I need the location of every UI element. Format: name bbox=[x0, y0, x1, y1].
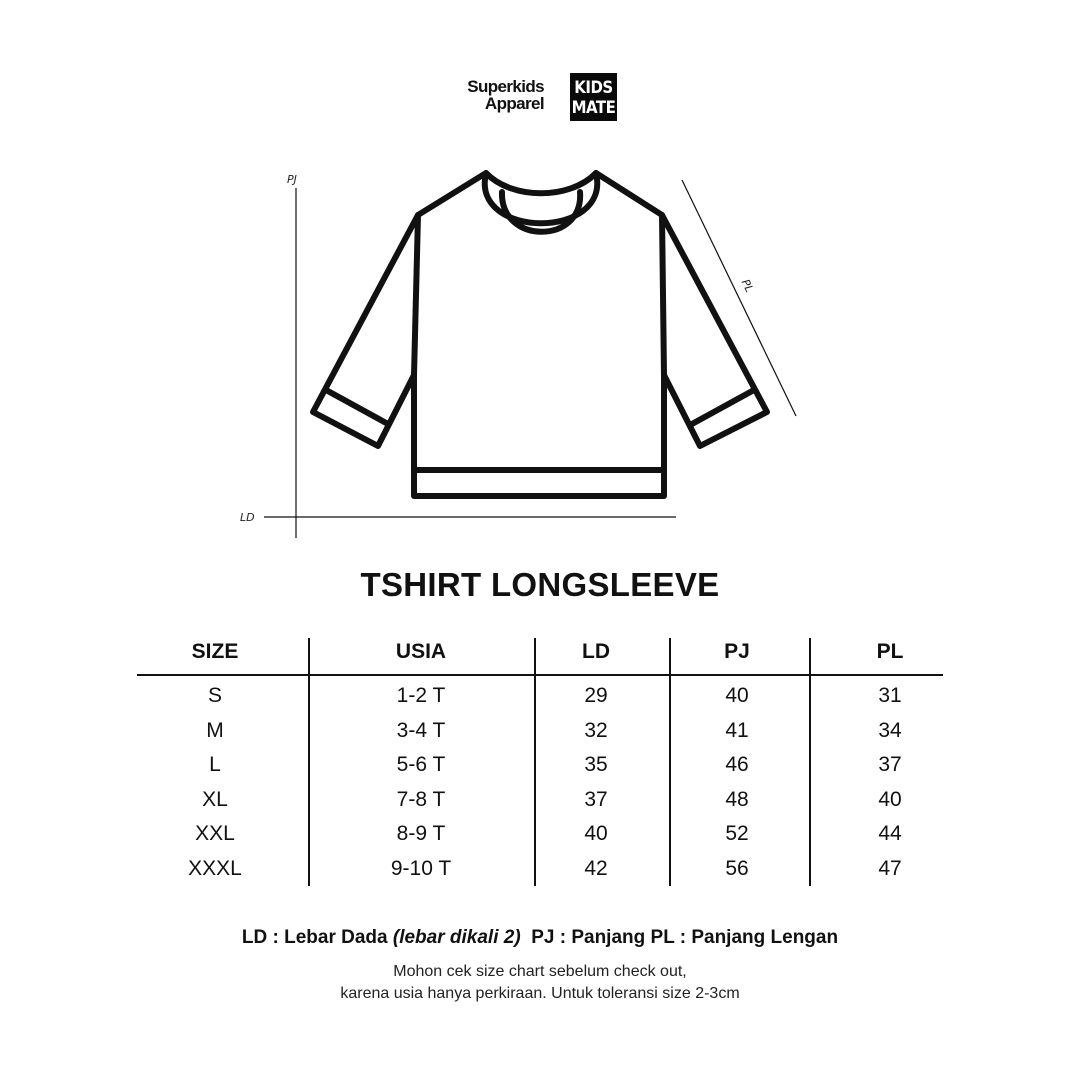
cell-ld: 32 bbox=[584, 718, 608, 742]
cell-pj: 48 bbox=[725, 787, 749, 811]
legend-ld: LD : Lebar Dada bbox=[241, 927, 393, 948]
table-body bbox=[137, 676, 943, 888]
pl-dimension-line bbox=[682, 180, 796, 416]
table-row bbox=[137, 853, 943, 888]
cell-ld: 29 bbox=[584, 684, 608, 707]
cell-size: M bbox=[206, 718, 224, 742]
shirt-outline bbox=[313, 173, 767, 496]
cell-usia: 7-8 T bbox=[396, 787, 446, 811]
cell-ld: 35 bbox=[584, 753, 608, 777]
cell-ld: 40 bbox=[584, 822, 608, 846]
cell-pj: 40 bbox=[725, 684, 749, 707]
page-title: TSHIRT LONGSLEEVE bbox=[360, 566, 720, 603]
cell-pl: 40 bbox=[878, 787, 902, 811]
size-note bbox=[0, 961, 1080, 1005]
table-header bbox=[137, 638, 943, 676]
cell-usia: 5-6 T bbox=[396, 753, 446, 777]
brand-box-line1: KIDS bbox=[574, 76, 613, 98]
legend-ld-note: (lebar dikali 2) bbox=[392, 927, 521, 948]
cell-usia: 8-9 T bbox=[396, 822, 446, 846]
cell-pj: 46 bbox=[725, 753, 749, 777]
cell-pl: 47 bbox=[878, 856, 902, 880]
pj-label: PJ bbox=[287, 173, 297, 186]
note-line2: karena usia hanya perkiraan. Untuk toleransi size 2-3cm bbox=[340, 985, 740, 1002]
table-row bbox=[137, 680, 943, 715]
cell-pj: 56 bbox=[725, 856, 749, 880]
header-pj: PJ bbox=[724, 640, 750, 663]
cell-usia: 3-4 T bbox=[396, 718, 446, 742]
size-chart-table bbox=[137, 638, 943, 888]
cell-size: S bbox=[207, 684, 223, 707]
header-size: SIZE bbox=[191, 640, 239, 663]
legend-pj-pl: PJ : Panjang PL : Panjang Lengan bbox=[520, 927, 839, 948]
header-ld: LD bbox=[582, 640, 610, 663]
header-usia: USIA bbox=[395, 640, 447, 663]
note-line1: Mohon cek size chart sebelum check out, bbox=[393, 963, 687, 980]
cell-pj: 41 bbox=[725, 718, 749, 742]
cell-ld: 42 bbox=[584, 856, 608, 880]
cell-ld: 37 bbox=[584, 787, 608, 811]
cell-usia: 1-2 T bbox=[396, 684, 446, 707]
table-row bbox=[137, 784, 943, 819]
cell-pl: 37 bbox=[878, 753, 902, 777]
cell-size: XL bbox=[202, 787, 228, 811]
brand-left-line2: Apparel bbox=[484, 94, 544, 113]
header-pl: PL bbox=[876, 640, 904, 663]
brand-left-line1: Superkids bbox=[467, 77, 544, 96]
pl-label: PL bbox=[738, 277, 756, 295]
table-row bbox=[137, 749, 943, 784]
cell-size: XXXL bbox=[188, 856, 242, 880]
cell-size: XXL bbox=[195, 822, 235, 846]
legend-line bbox=[0, 927, 1080, 949]
table-row bbox=[137, 818, 943, 853]
brand-box-line2: MATE bbox=[571, 96, 616, 118]
cell-usia: 9-10 T bbox=[390, 856, 452, 880]
cell-pj: 52 bbox=[725, 822, 749, 846]
cell-pl: 31 bbox=[878, 684, 902, 707]
cell-pl: 44 bbox=[878, 822, 902, 846]
cell-size: L bbox=[209, 753, 221, 777]
cell-pl: 34 bbox=[878, 718, 902, 742]
ld-label: LD bbox=[240, 511, 255, 524]
table-row bbox=[137, 715, 943, 750]
